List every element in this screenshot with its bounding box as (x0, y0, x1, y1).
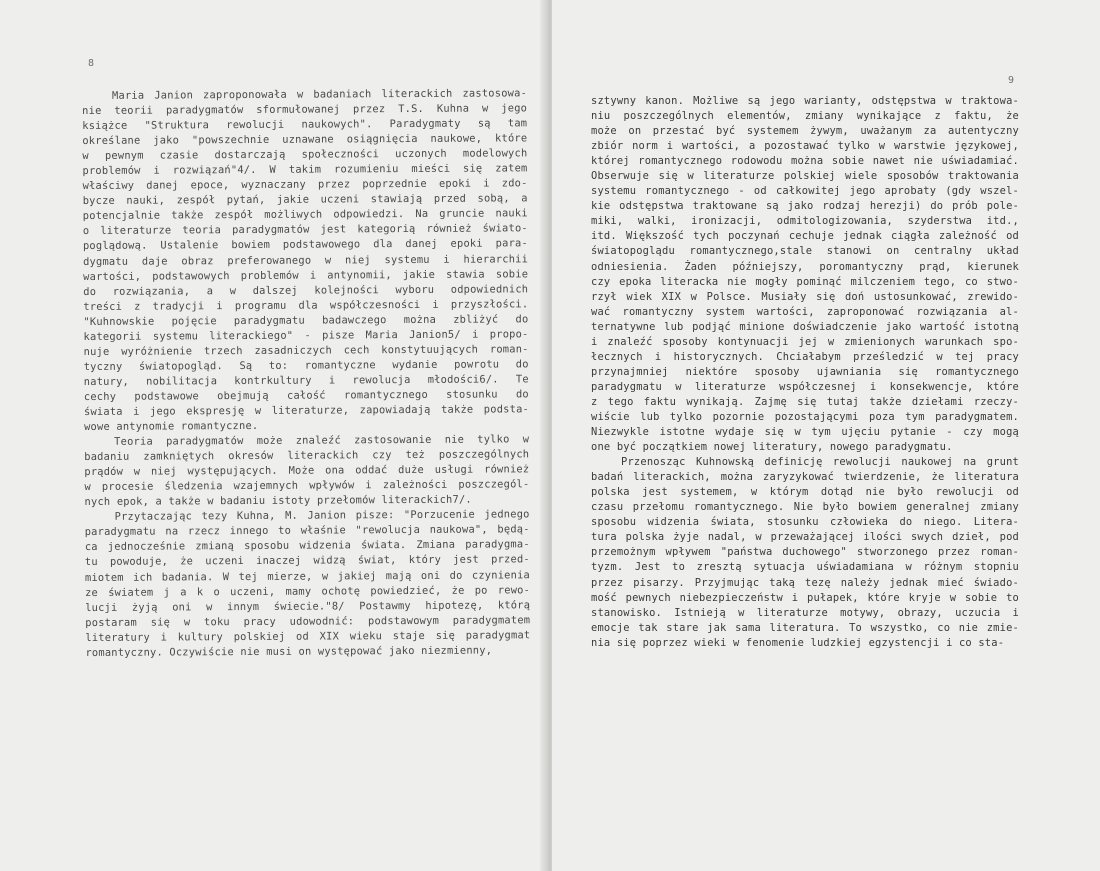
text-line: prądów w niej występujących. Może ona oddać duże usługi również (84, 463, 530, 479)
text-line: czasu przełomu romantycznego. Nie było bowiem generalnej zmiany (591, 501, 1019, 514)
text-line: Przenosząc Kuhnowską definicję rewolucji naukowej na grunt (621, 456, 1019, 469)
text-line: cechy podstawowe obejmują całość romantycznego stosunku do (83, 388, 529, 403)
text-line: sposobu widzenia świata, stosunku człowieka do niego. Litera- (591, 516, 1019, 529)
text-line: rzył wiek XIX w Polsce. Musiały się doń ustosunkować, zrewido- (591, 290, 1019, 303)
text-line: w procesie śledzenia wzajemnych wpływów i zależności poszczegól- (84, 478, 530, 494)
text-line: "Kuhnowskie pojęcie paradygmatu badawczego można zbliżyć do (83, 312, 529, 328)
text-line: czy epoka literacka nie mogły pominąć milczeniem tego, co stwo- (591, 275, 1019, 288)
text-line: może on przestać być systemem żywym, uważanym za autentyczny (591, 125, 1019, 138)
text-line: Niezwykle istotne wydaje się w tym ujęciu pytanie - czy mogą (591, 426, 1019, 439)
text-line: do rozwiązania, a w dalszej kolejności wyboru odpowiednich (83, 282, 529, 298)
text-line: badaniu zamkniętych okresów literackich czy też poszczególnych (84, 448, 530, 464)
text-line: polska jest systemem, w którym dotąd nie było rewolucji od (591, 486, 1019, 499)
text-line: dygmatu daje obraz preferowanego w niej systemu i hierarchii (83, 252, 529, 268)
text-line: problemów i rozwiązań"4/. W takim rozumieniu mieści się zatem (82, 162, 528, 178)
text-line: literatury i kultury polskiej od XIX wieku staje się paradygmat (85, 628, 531, 644)
text-line: książce "Struktura rewolucji naukowych". Paradygmaty są tam (82, 117, 528, 133)
text-line: światopoglądu romantycznego,stale stanowi on centralny układ (591, 245, 1019, 258)
text-line: Maria Janion zaproponowała w badaniach literackich zastosowa- (112, 87, 528, 102)
text-line: o literaturze teoria paradygmatów jest kategorią również świato- (82, 222, 528, 238)
text-line: Przytaczając tezy Kuhna, M. Janion pisze: "Porzucenie jednego (114, 508, 530, 524)
text-line: w pewnym czasie dostarczają społeczności uczonych modelowych (82, 147, 528, 163)
text-line: ternatywne lub podjąć minione doświadczenie jako wartość istotną (591, 320, 1019, 333)
text-line: potencjalnie także zespół możliwych odpowiedzi. Na gruncie nauki (82, 207, 528, 223)
text-line: wartości, podstawowych problemów i antynomii, jakie stawia sobie (83, 267, 529, 283)
text-line: określane jako "powszechnie uznawane osiągnięcia naukowe, które (82, 132, 528, 148)
text-line: badań literackich, można zaryzykować twierdzenie, że literatura (591, 471, 1019, 484)
text-line: kie odstępstwa traktowane są jako rodzaj herezji) do prób pole- (591, 200, 1019, 213)
text-line: przemożnym wpływem "państwa duchowego" stworzonego przez roman- (591, 546, 1019, 559)
text-line: one być początkiem nowej literatury, nowego paradygmatu. (591, 441, 953, 454)
text-line: tyzm. Jest to zresztą sytuacja uświadamiana w różnym stopniu (591, 561, 1019, 574)
text-line: przynajmniej niektóre sposoby ujawniania się romantycznego (591, 365, 1019, 378)
text-line: ca jednocześnie zmianą sposobu widzenia świata. Zmiana paradygma- (84, 538, 530, 554)
right-page (552, 0, 1100, 871)
text-line: systemu romantycznego - od całkowitej jego aprobaty (gdy wszel- (591, 185, 1019, 198)
text-line: paradygmatu w literaturze współczesnej i konsekwencje, które (591, 380, 1019, 393)
text-line: kategorii systemu literackiego" - pisze Maria Janion5/ i propo- (83, 328, 529, 343)
text-line: mość pewnych niebezpieczeństw i pułapek, które kryje w sobie to (591, 591, 1019, 604)
text-line: ze światem j a k o uczeni, mamy ochotę powiedzieć, że po rewo- (85, 583, 531, 599)
text-line: wać romantyczny system wartości, zaproponować rozwiązania al- (591, 305, 1019, 318)
text-line: świata i jego ekspresję w literaturze, zapowiadają także podsta- (83, 403, 530, 418)
text-line: nych epok, a także w badaniu istoty przełomów literackich7/. (84, 493, 472, 509)
text-line: której romantycznego rodowodu można sobie nawet nie uświadamiać. (591, 155, 1019, 168)
text-line: stanowisko. Istnieją w literaturze motywy, obrazy, uczucia i (591, 606, 1019, 619)
text-line: łecznych i historycznych. Chciałabym prześledzić w tej pracy (591, 350, 1019, 363)
text-line: Obserwuje się w literaturze polskiej wiele sposobów traktowania (591, 170, 1019, 183)
text-line: wowe antynomie romantyczne. (84, 419, 259, 434)
text-line: itd. Większość tych poczynań cechuje jednak ciągła zależność od (591, 230, 1019, 243)
text-line: przez pisarzy. Przyjmując taką tezę należy jednak mieć świado- (591, 576, 1019, 589)
text-line: tura polska żyje nadal, w przeważającej ilości swych dzieł, pod (591, 531, 1019, 544)
text-line: postaram się w toku pracy udowodnić: podstawowym paradygmatem (85, 613, 531, 629)
text-line: natury, nobilitacja kontrkultury i rewolucja młodości6/. Te (83, 373, 529, 388)
text-line: zbiór norm i wartości, a pozostawać tylko w warstwie językowej, (591, 140, 1019, 153)
text-line: nuje wyróżnienie trzech zasadniczych cech konstytuujących roman- (83, 343, 529, 358)
text-line: sztywny kanon. Możliwe są jego warianty, odstępstwa w traktowa- (591, 95, 1019, 107)
page-number-left: 8 (88, 58, 95, 69)
text-line: wiście lub tylko pozornie pozostającymi poza tym paradygmatem. (591, 410, 1019, 423)
text-line: miki, walki, ironizacji, odmitologizowania, szyderstwa itd., (591, 215, 1019, 228)
text-line: treści z tradycji i programu dla współczesności i przyszłości. (83, 297, 529, 313)
text-line: niu poszczególnych elementów, zmiany wynikające z faktu, że (591, 110, 1019, 123)
right-page-text (591, 94, 1019, 651)
text-line: nie teorii paradygmatów sformułowanej przez T.S. Kuhna w jego (82, 102, 528, 118)
text-line: bycze nauki, zespół pytań, jakie uczeni stawiają przed sobą, a (82, 192, 528, 208)
left-page-text (82, 86, 530, 660)
text-line: paradygmatu na rzecz innego to właśnie "rewolucja naukowa", będą- (84, 523, 530, 539)
text-line: tyczny światopogląd. Są to: romantyczne wydanie powrotu do (83, 358, 529, 373)
text-line: Teoria paradygmatów może znaleźć zastosowanie nie tylko w (114, 433, 530, 448)
text-line: odniesienia. Żaden późniejszy, poromantyczny prąd, kierunek (591, 260, 1019, 273)
text-line: właściwy danej epoce, wyznaczany przez poprzednie epoki i zdo- (82, 177, 528, 193)
left-page (0, 0, 548, 871)
text-line: romantyczny. Oczywiście nie musi on występować jako niezmienny, (85, 644, 493, 659)
text-line: i znaleźć sposoby kontynuacji jej w zmienionych warunkach spo- (591, 335, 1019, 348)
text-line: emocje tak stare jak sama literatura. To wszystko, co nie zmie- (591, 621, 1019, 634)
text-line: z tego faktu wynikają. Zajmę się tutaj także dziełami rzeczy- (591, 395, 1019, 408)
text-line: nia się poprzez wieki w fenomenie ludzkiej egzystencji i co sta- (591, 636, 1005, 649)
text-line: tu powoduje, że uczeni inaczej widzą świat, który jest przed- (84, 553, 530, 569)
text-line: lucji żyją oni w innym świecie."8/ Postawmy hipotezę, którą (85, 598, 531, 614)
text-line: poglądową. Ustalenie bowiem podstawowego dla danej epoki para- (82, 237, 528, 253)
text-line: miotem ich badania. W tej mierze, w jakiej mają oni do czynienia (84, 568, 531, 584)
page-number-right: 9 (1008, 75, 1015, 86)
